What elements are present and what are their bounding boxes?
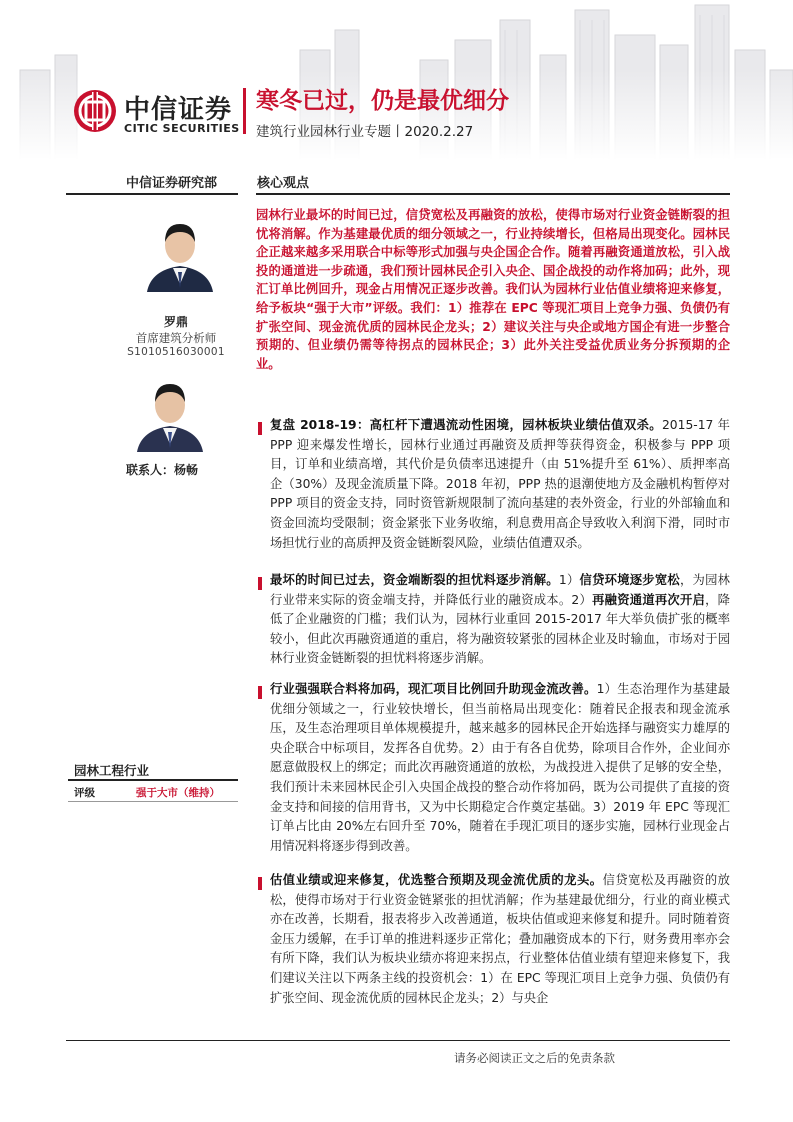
rating-value: 强于大市（维持） — [136, 787, 220, 799]
report-subtitle: 建筑行业园林行业专题丨2020.2.27 — [256, 124, 474, 140]
paragraph-body: 1）生态治理作为基建最优细分领域之一，行业较快增长，但当前格局出现变化：随着民企报表和现金流承压，及生态治理项目单体规模提升，越来越多的园林民企开始选择与融资实力雄厚的央企联合中标项目，发挥各自优势。2）由于有各自优势，除项目合作外，企业间亦愿意做股权上的绑定；而此次再融资通道的放松，为战投进入提供了足够的安全垫，我们预计未来园林民企引入央国企战投的整合动作将加码，既为公司提供了直接的资金支持和间接的信用背书，又为中长期稳定合作奠定基础。3）2019 年 EPC 等现汇订单占比由 20%左右回升至 70%，随着在手现汇项目的逐步实施，园林行业现金占用情况料将逐步得到改善。 — [270, 682, 730, 853]
paragraph-review — [270, 416, 730, 553]
paragraph-body: ，为园林行业带来实际的资金端支持，并降低行业的融资成本。2） — [270, 573, 730, 607]
paragraph-emphasis: 信贷环境逐步宽松 — [579, 573, 680, 587]
paragraph-emphasis: 再融资通道再次开启 — [592, 592, 706, 607]
paragraph-worst-over — [270, 571, 730, 669]
logo-text-cn: 中信证券 — [124, 95, 233, 125]
paragraph-marker — [258, 577, 262, 590]
research-dept-label: 中信证券研究部 — [126, 176, 218, 191]
citic-logo-icon — [72, 88, 118, 134]
paragraph-body: ，降低了企业融资的门槛；我们认为，园林行业重回 2015-2017 年大举负债扩张的概率较小，但此次再融资通道的重启，将为融资较紧张的园林企业及时输血，市场对于园林行业资金链断裂的担忧料将逐步消解。 — [270, 592, 730, 666]
paragraph-body: 2015-17 年 PPP 迎来爆发性增长，园林行业通过再融资及质押等获得资金，积极参与 PPP 项目，订单和业绩高增，其代价是负债率迅速提升（由 51%提升至 61%）、质押率高企（30%）及现金流质量下降。2018 年初，PPP 热的退潮使地方及金融机构暂停对 PPP 项目的资金支持，同时资管新规限制了流向基建的表外资金，行业的外部输血和资金回流均受限制；资金紧张下业务收缩，利息费用高企导致收入利润下滑，同时市场担忧行业的高质押及资金链断裂风险，业绩估值遭双杀。 — [270, 418, 730, 550]
analyst-photo-avatar — [143, 212, 217, 292]
paragraph-valuation — [270, 871, 730, 1008]
paragraph-marker — [258, 686, 262, 699]
paragraph-cooperation — [270, 680, 730, 856]
main-divider — [256, 193, 730, 195]
industry-divider — [68, 779, 238, 781]
analyst-role: 首席建筑分析师 — [135, 331, 217, 345]
analyst-name: 罗鼎 — [163, 315, 188, 329]
rating-label: 评级 — [74, 787, 95, 799]
paragraph-lead: 最坏的时间已过去，资金端断裂的担忧料逐步消解。 — [270, 573, 559, 587]
report-header — [0, 0, 793, 160]
paragraph-body: 1） — [558, 573, 580, 587]
contact-person: 联系人：杨畅 — [126, 463, 199, 477]
paragraph-lead: 行业强强联合料将加码，现汇项目比例回升助现金流改善。 — [270, 682, 597, 696]
paragraph-lead: 复盘 2018-19：高杠杆下遭遇流动性困境，园林板块业绩估值双杀。 — [270, 418, 662, 432]
paragraph-lead: 估值业绩或迎来修复，优选整合预期及现金流优质的龙头。 — [270, 873, 603, 887]
contact-photo-avatar — [133, 372, 207, 452]
analyst-license-id: S1010516030001 — [127, 346, 225, 358]
core-view-heading: 核心观点 — [257, 176, 310, 191]
paragraph-marker — [258, 422, 262, 435]
footer-divider — [66, 1040, 730, 1041]
paragraph-body: 信贷宽松及再融资的放松，使得市场对于行业资金链紧张的担忧消解；作为基建最优细分，行业的商业模式亦在改善，长期看，报表将步入改善通道，板块估值或迎来修复和提升。同时随着资金压力缓解，在手订单的推进料逐步正常化；叠加融资成本的下行，财务费用率亦会有所下降，我们认为板块业绩亦将迎来拐点，行业整体估值业绩有望迎来修复下，我们建议关注以下两条主线的投资机会：1）在 EPC 等现汇项目上竞争力强、负债仍有扩张空间、现金流优质的园林民企龙头；2）与央企 — [270, 873, 730, 1005]
sidebar-divider — [66, 193, 238, 195]
industry-title: 园林工程行业 — [74, 763, 150, 778]
paragraph-marker — [258, 877, 262, 890]
disclaimer-note: 请务必阅读正文之后的免责条款 — [454, 1051, 615, 1065]
core-summary: 园林行业最坏的时间已过，信贷宽松及再融资的放松，使得市场对行业资金链断裂的担忧将消解。作为基建最优质的细分领域之一，行业持续增长，但格局出现变化。园林民企正越来越多采用联合中标等形式加强与央企国企合作。随着再融资通道放松，引入战投的通道进一步疏通，我们预计园林民企引入央企、国企战投的动作将加码；此外，现汇订单比例回升，现金占用情况正逐步改善。我们认为园林行业估值业绩将迎来修复，给予板块“强于大市”评级。我们：1）推荐在 EPC 等现汇项目上竞争力强、负债仍有扩张空间、现金流优质的园林民企龙头；2）建议关注与央企或地方国企有进一步整合预期的、但业绩仍需等待拐点的园林民企；3）此外关注受益优质业务分拆预期的企业。 — [256, 208, 730, 371]
report-title: 寒冬已过，仍是最优细分 — [256, 88, 509, 114]
logo-text-en: CITIC SECURITIES — [124, 122, 240, 135]
title-divider — [243, 88, 246, 134]
rating-divider — [68, 801, 238, 802]
